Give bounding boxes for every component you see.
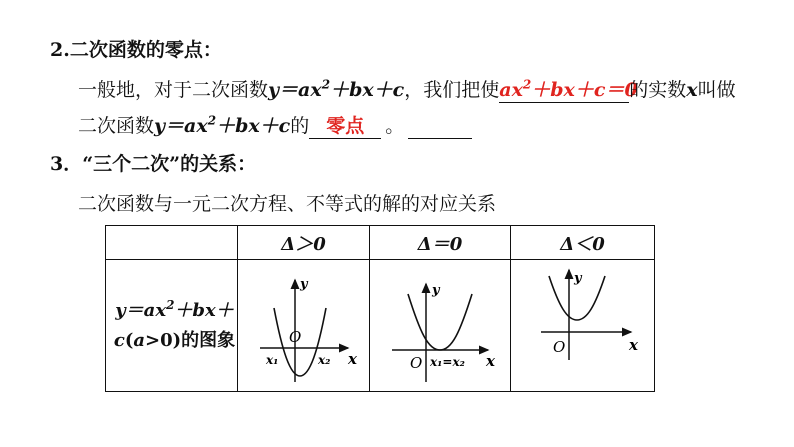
root-x2-label: x₂ [318, 353, 331, 367]
definition-line-2 [78, 114, 472, 139]
section-2-title: 2.二次函数的零点： [50, 39, 222, 61]
trailing-blank [408, 114, 472, 139]
table-header-row [106, 226, 655, 260]
y-label: y [300, 277, 308, 292]
root-x1-label: x₁ [266, 353, 279, 367]
relationship-table [105, 225, 655, 392]
row-label-line-2: c(a>0)的图象 [113, 329, 236, 351]
y-label: y [574, 271, 582, 286]
text-segment: ，我们把使 [404, 79, 500, 101]
function-expression: $y=ax^2+bx+c$ [154, 113, 291, 137]
header-delta-positive: Δ＞0 [238, 226, 370, 260]
text-segment: 。 [385, 115, 405, 137]
section-3-subtitle: 二次函数与一元二次方程、不等式的解的对应关系 [78, 193, 497, 215]
function-expression: $y=ax^2+bx+c$ [268, 77, 405, 101]
graph-cell-delta-negative [511, 260, 655, 392]
parabola-one-root-graph [370, 260, 510, 386]
text-segment: 一般地，对于二次函数 [78, 79, 269, 101]
double-root-label: x₁=x₂ [430, 355, 465, 369]
answer-blank-1 [499, 77, 638, 103]
row-label-cell [106, 260, 238, 392]
parabola-two-roots-graph [238, 260, 369, 386]
graph-cell-delta-positive [238, 260, 370, 392]
x-label: x [348, 350, 357, 368]
text-segment: 的实数x叫做 [629, 79, 736, 101]
text-segment: 二次函数 [78, 115, 155, 137]
x-label: x [629, 336, 638, 354]
answer-zero-point: 零点 [326, 115, 365, 137]
table-graph-row [106, 260, 655, 392]
text-segment: 的 [290, 115, 310, 137]
section-3-title: 3．“三个二次”的关系： [50, 153, 257, 175]
origin-label: O [289, 328, 302, 346]
origin-label: O [553, 338, 566, 356]
x-label: x [486, 352, 495, 370]
header-empty-cell [106, 226, 238, 260]
parabola-curve [408, 294, 472, 350]
header-delta-negative: Δ＜0 [511, 226, 655, 260]
answer-blank-2 [309, 114, 381, 139]
header-delta-zero: Δ＝0 [370, 226, 511, 260]
row-label-line-1: $y=ax^2+bx+$ [115, 297, 234, 321]
graph-cell-delta-zero [370, 260, 511, 392]
origin-label: O [410, 354, 423, 372]
answer-equation: $ax^2+bx+c=0$ [499, 77, 638, 101]
definition-line-1 [78, 78, 736, 103]
y-label: y [432, 283, 440, 298]
parabola-no-root-graph [511, 260, 654, 386]
